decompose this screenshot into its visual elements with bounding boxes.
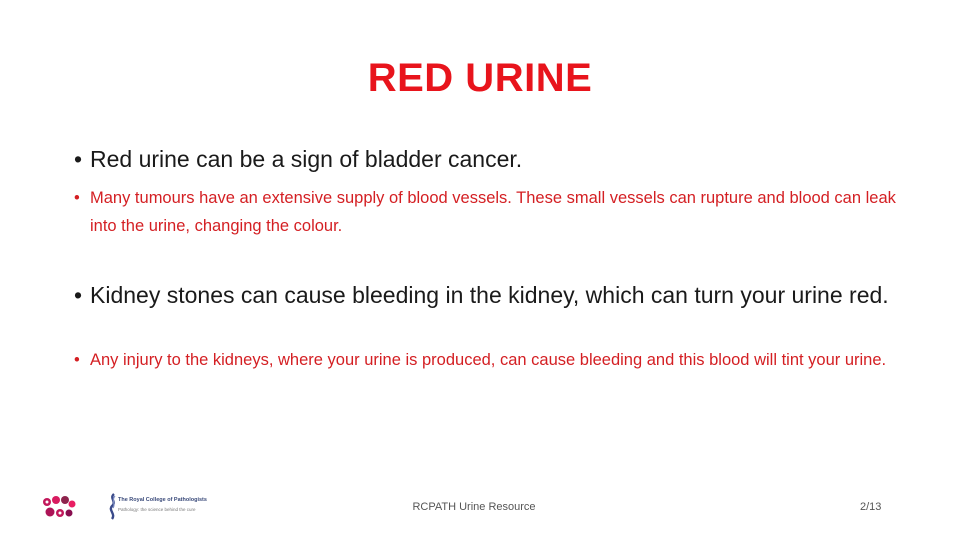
bullet-text: Many tumours have an extensive supply of blood vessels. These small vessels can rupture and blood can leak into the urine, changing the colour.: [90, 189, 896, 235]
bullet-marker: •: [74, 189, 80, 207]
bullet-3: [74, 281, 894, 310]
bullet-text: Any injury to the kidneys, where your urine is produced, can cause bleeding and this blood will tint your urine.: [90, 351, 887, 369]
bullet-marker: •: [74, 146, 83, 172]
page-number: 2/13: [860, 501, 882, 513]
bullet-marker: •: [74, 351, 80, 369]
slide-title: RED URINE: [367, 56, 593, 100]
bullet-marker: •: [74, 282, 83, 308]
footer-resource-label: RCPATH Urine Resource: [412, 501, 536, 513]
bullet-text: Kidney stones can cause bleeding in the kidney, which can turn your urine red.: [90, 282, 889, 308]
bullet-1: [74, 145, 894, 174]
bullet-4: [74, 349, 904, 371]
bullet-2: [74, 184, 904, 240]
rcpath-logo-line2: Pathology: the science behind the cure: [118, 507, 196, 512]
bullet-text: Red urine can be a sign of bladder cancer.: [90, 146, 523, 172]
rcpath-logo-line1: The Royal College of Pathologists: [118, 497, 207, 503]
